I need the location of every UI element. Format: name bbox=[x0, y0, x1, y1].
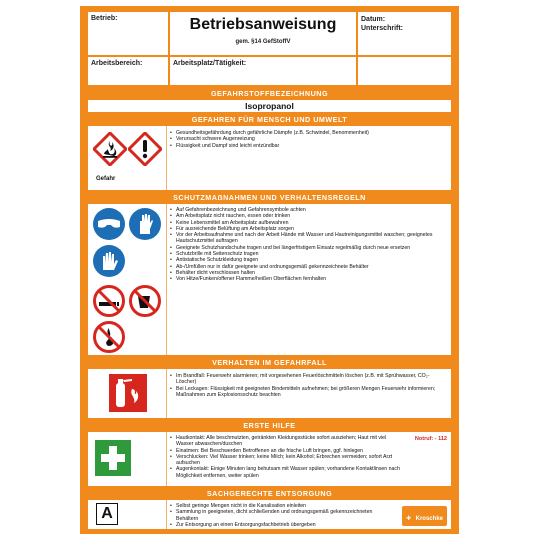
list-item: • Behälter dicht verschlossen halten bbox=[170, 270, 447, 276]
header-empty-cell bbox=[358, 57, 451, 85]
gefahren-box bbox=[88, 126, 451, 190]
section-schutz-heading: SCHUTZMAẞNAHMEN UND VERHALTENSREGELN bbox=[173, 193, 366, 202]
list-item: • Für ausreichende Belüftung am Arbeitsplatz sorgen bbox=[170, 226, 447, 232]
disposal-category-icon: A bbox=[96, 503, 118, 525]
section-gefahren-heading: GEFAHREN FÜR MENSCH UND UMWELT bbox=[191, 115, 348, 124]
header-betrieb-cell bbox=[88, 12, 168, 55]
list-item: • Im Brandfall: Feuerwehr alarmieren; mit vorgesehenen Feuerlöschmitteln löschen (z.B. mit Sprühwasser, CO₂-Löscher) bbox=[170, 373, 447, 386]
entsorgung-icons bbox=[88, 500, 167, 529]
gefahrfall-box bbox=[88, 369, 451, 418]
unterschrift-label: Unterschrift: bbox=[361, 25, 404, 32]
no-open-flame-icon bbox=[92, 320, 126, 354]
exclamation-hazard-icon bbox=[128, 132, 162, 166]
ersthilfe-icons bbox=[88, 432, 167, 486]
gefahren-list bbox=[170, 130, 447, 149]
list-item: • Selbst geringe Mengen nicht in die Kanalisation einleiten bbox=[170, 503, 391, 509]
header-title-cell bbox=[170, 12, 356, 55]
schutz-list bbox=[170, 207, 447, 283]
operating-instructions-sheet bbox=[80, 6, 459, 534]
list-item: • Sammlung in geeigneten, dicht schließenden und ordnungsgemäß gekennzeichneten Behältern bbox=[170, 509, 391, 522]
list-item: • Zur Entsorgung an einen Entsorgungsfachbetrieb übergeben bbox=[170, 522, 391, 528]
page-subtitle: gem. §14 GefStoffV bbox=[235, 39, 291, 45]
list-item: • Antistatische Schutzkleidung tragen bbox=[170, 257, 447, 263]
list-item: • Geeignete Schutzhandschuhe tragen und bei längerfristigem Einsatz regelmäßig durch neue ersetzen bbox=[170, 245, 447, 251]
datum-label: Datum: bbox=[361, 16, 386, 23]
schutz-box bbox=[88, 204, 451, 355]
header-arbeitsbereich-cell bbox=[88, 57, 168, 85]
entsorgung-box bbox=[88, 500, 451, 529]
arbeitsplatz-label: Arbeitsplatz/Tätigkeit: bbox=[173, 60, 247, 67]
list-item: • Einatmen: Bei Beschwerden Betroffenen an die frische Luft bringen, ggf. hinlegen bbox=[170, 448, 401, 454]
brand-logo bbox=[402, 506, 447, 526]
brand-logo-icon: ✚ bbox=[406, 516, 412, 522]
no-food-icon bbox=[128, 284, 162, 318]
list-item: • Von Hitze/Funken/offener Flamme/heißen Oberflächen fernhalten bbox=[170, 276, 447, 282]
section-ersthilfe-heading: ERSTE HILFE bbox=[243, 421, 296, 430]
list-item: • Keine Lebensmittel am Arbeitsplatz aufbewahren bbox=[170, 220, 447, 226]
page-title: Betriebsanweisung bbox=[189, 16, 337, 33]
fire-extinguisher-icon bbox=[108, 373, 148, 413]
gefahrfall-list bbox=[170, 373, 447, 398]
list-item: • Flüssigkeit und Dampf sind leicht entzündbar bbox=[170, 143, 447, 149]
gefahrfall-icons bbox=[88, 369, 167, 418]
goggles-mandatory-icon bbox=[92, 207, 126, 241]
section-gefahrfall-heading: VERHALTEN IM GEFAHRFALL bbox=[212, 358, 327, 367]
gefahren-icons bbox=[88, 126, 167, 190]
entsorgung-list bbox=[170, 503, 391, 528]
substance-name: Isopropanol bbox=[245, 101, 294, 111]
signal-word: Gefahr bbox=[96, 176, 116, 182]
list-item: • Schutzbrille mit Seitenschutz tragen bbox=[170, 251, 447, 257]
list-item: • Hautkontakt: Alle beschmutzten, getränkten Kleidungsstücke sofort ausziehen; Haut mit viel Wasser abwaschen/duschen bbox=[170, 435, 401, 448]
list-item: • Augenkontakt: Einige Minuten lang behutsam mit Wasser spülen; vorhandene Kontaktlinsen nach Möglichkeit entfernen, weiter spülen bbox=[170, 466, 401, 479]
brand-name: Kroschke bbox=[415, 516, 443, 522]
flame-hazard-icon bbox=[93, 132, 127, 166]
section-entsorgung-heading: SACHGERECHTE ENTSORGUNG bbox=[206, 489, 333, 498]
list-item: • Verschlucken: Viel Wasser trinken; keine Milch; kein Alkohol; Erbrechen vermeiden; sofort Arzt aufsuchen bbox=[170, 454, 401, 467]
substance-box bbox=[88, 100, 451, 112]
header-date-cell bbox=[358, 12, 451, 55]
list-item: • Gesundheitsgefährdung durch gefährliche Dämpfe (z.B. Schwindel, Benommenheit) bbox=[170, 130, 447, 136]
ersthilfe-box bbox=[88, 432, 451, 486]
list-item: • Ab-/Umfüllen nur in dafür geeignete und ordnungsgemäß gekennzeichnete Behälter bbox=[170, 264, 447, 270]
no-smoking-icon bbox=[92, 284, 126, 318]
list-item: • Auf Gefahrenbezeichnung und Gefahrensymbole achten bbox=[170, 207, 447, 213]
list-item: • Bei Leckagen: Flüssigkeit mit geeigneten Bindemitteln aufnehmen; bei größeren Mengen Feuerwehr informieren; Maßnahmen zum Explosionsschutz beachten bbox=[170, 386, 447, 399]
list-item: • Vor der Arbeitsaufnahme und nach der Arbeit Hände mit Wasser und Hautreinigungsmittel waschen; geeignetes Hautschutzmittel auftragen bbox=[170, 232, 447, 245]
betrieb-label: Betrieb: bbox=[91, 15, 118, 22]
list-item: • Am Arbeitsplatz nicht rauchen, essen oder trinken bbox=[170, 213, 447, 219]
ersthilfe-list bbox=[170, 435, 401, 479]
arbeitsbereich-label: Arbeitsbereich: bbox=[91, 60, 143, 67]
first-aid-icon bbox=[94, 439, 132, 477]
section-gefahrstoff-heading: GEFAHRSTOFFBEZEICHNUNG bbox=[210, 89, 329, 98]
header-arbeitsplatz-cell bbox=[170, 57, 356, 85]
hand-protection-icon bbox=[92, 244, 126, 278]
gloves-mandatory-icon bbox=[128, 207, 162, 241]
schutz-icons bbox=[88, 204, 167, 355]
list-item: • Verursacht schwere Augenreizung bbox=[170, 136, 447, 142]
emergency-number: Notruf: - 112 bbox=[414, 436, 447, 442]
